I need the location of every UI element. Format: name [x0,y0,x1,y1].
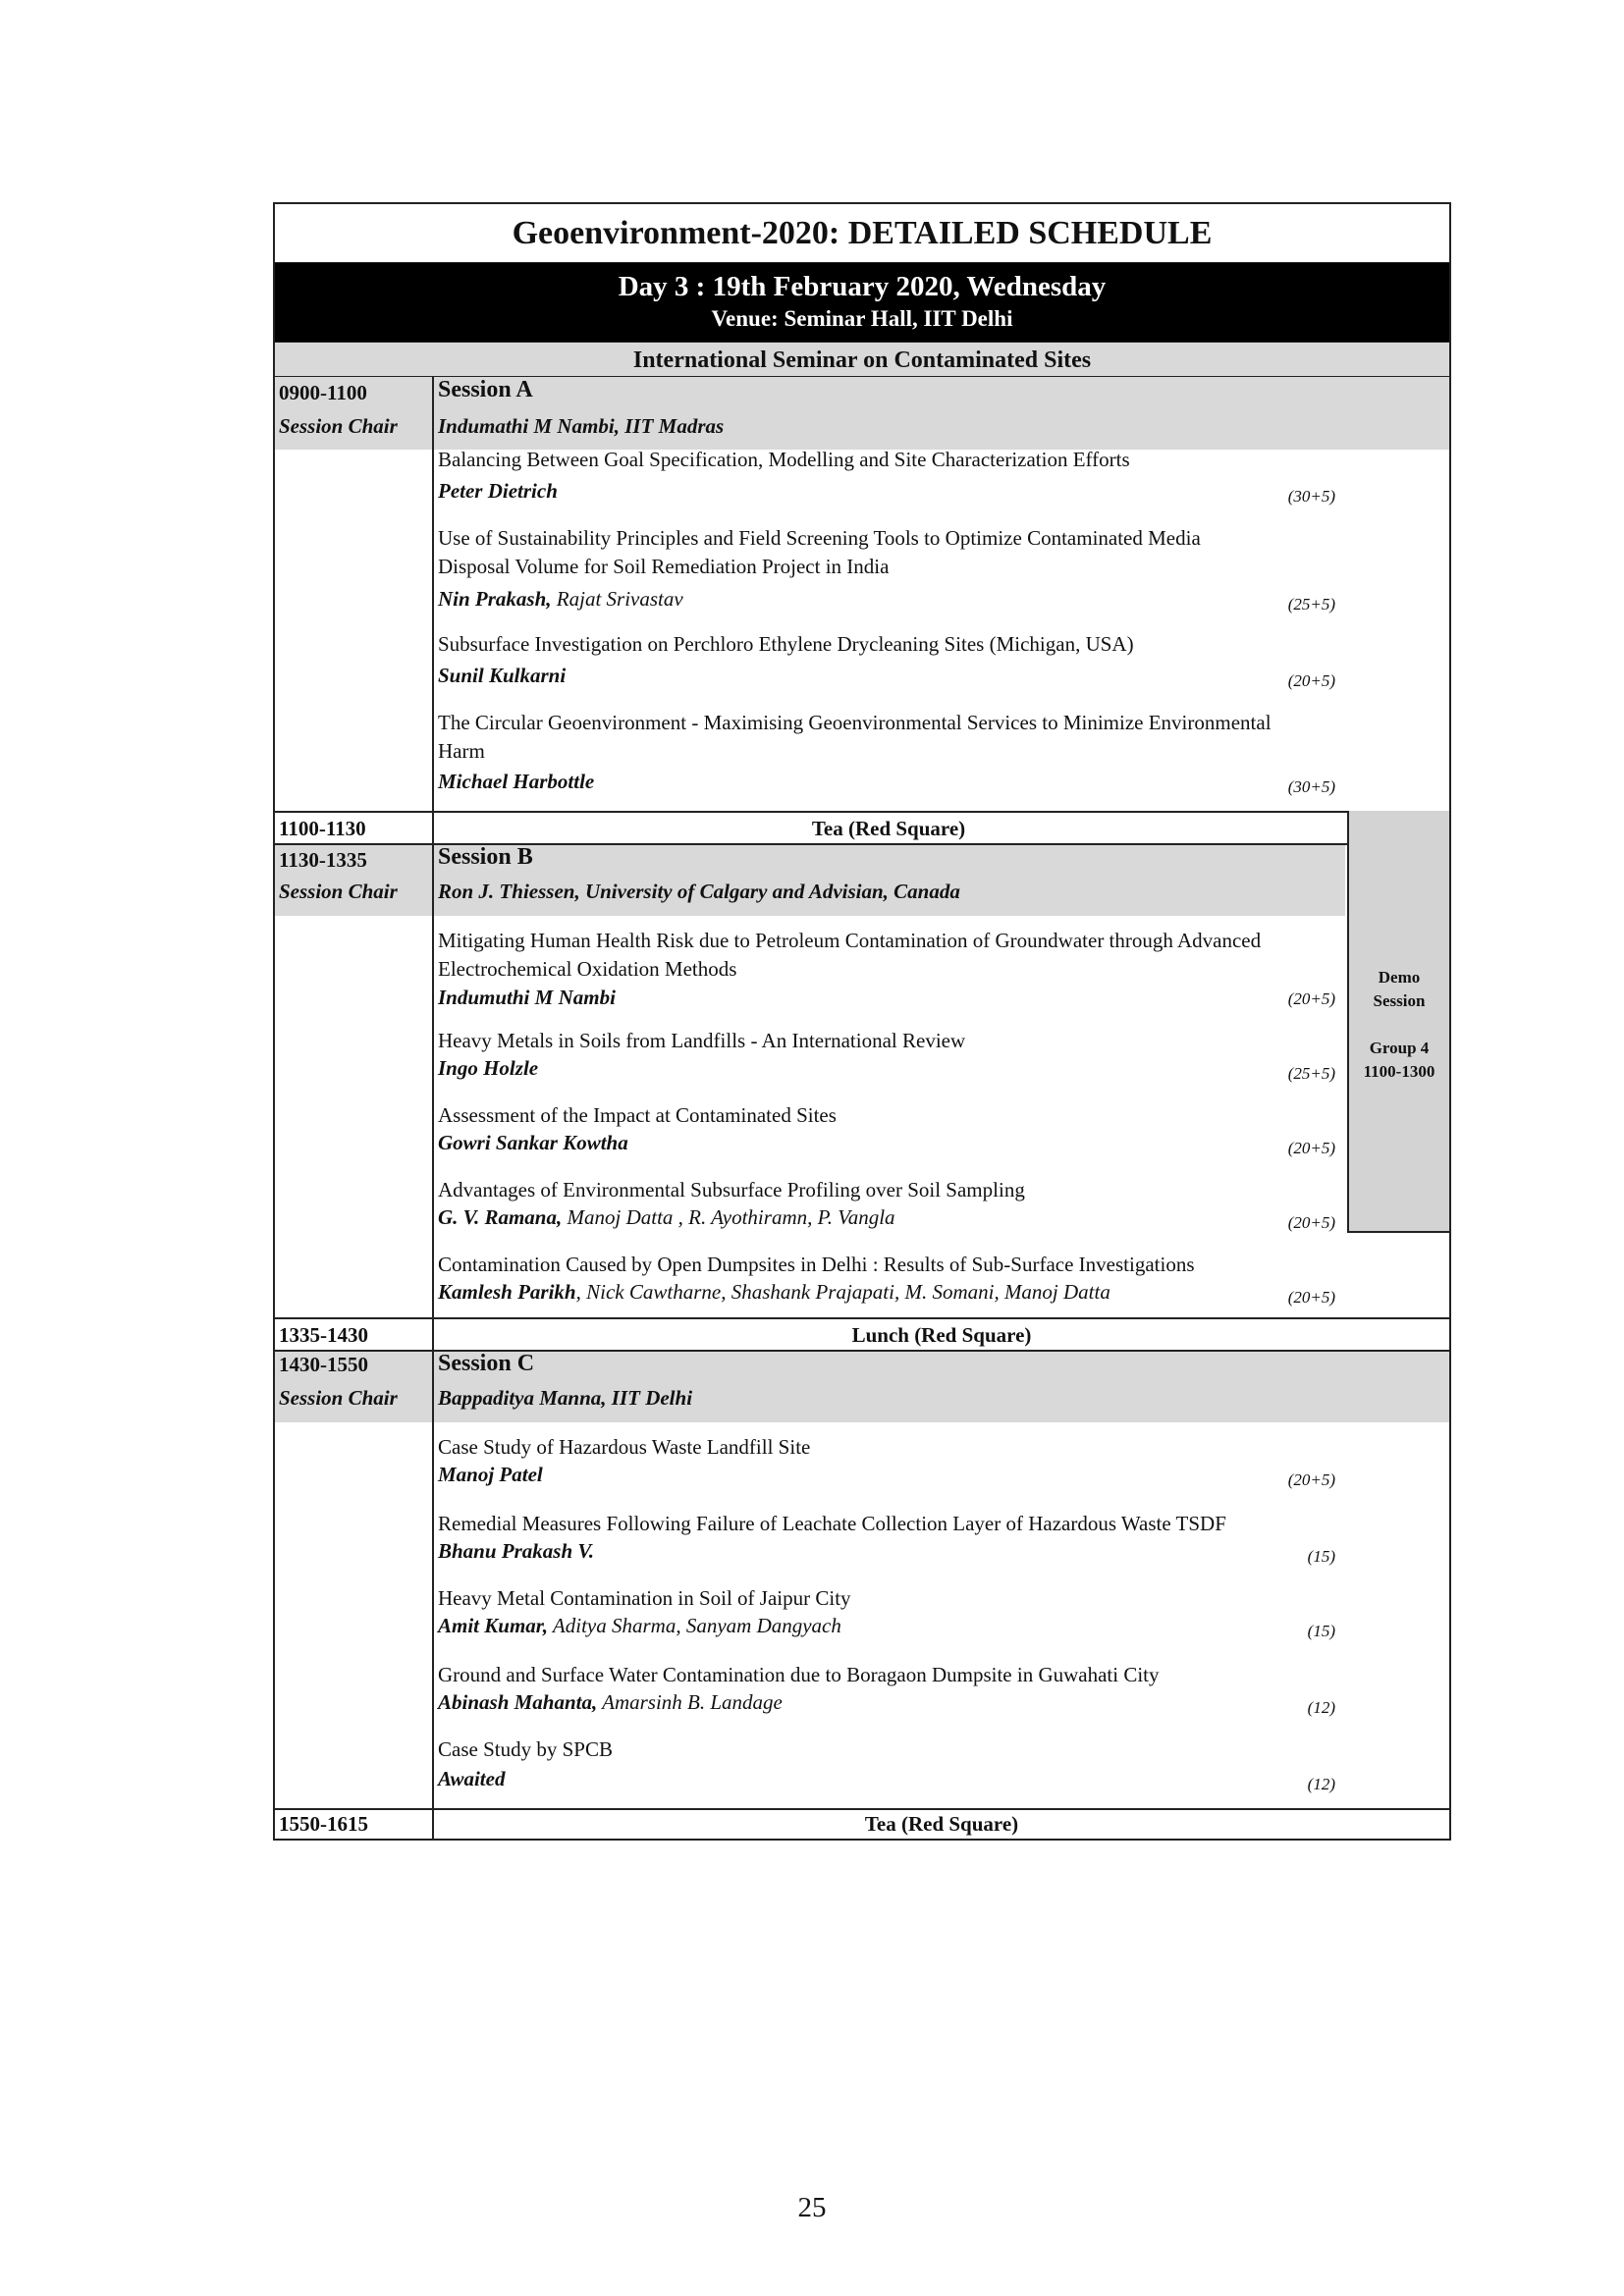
paper-title: Use of Sustainability Principles and Field Screening Tools to Optimize Contaminated Media Disposal Volume for Soil Remediation Project in India [438,526,1201,578]
paper-title: Case Study of Hazardous Waste Landfill Site [438,1435,811,1459]
paper-duration: (30+5) [1287,777,1335,796]
session-c-time: 1430-1550 [279,1353,368,1376]
session-b-chair: Ron J. Thiessen, University of Calgary and Advisian, Canada [438,880,960,903]
session-c-title: Session C [438,1351,535,1376]
paper-duration: (20+5) [1287,1288,1335,1307]
demo-session-box [1347,811,1449,1233]
session-b-chair-label: Session Chair [279,880,398,903]
paper-duration: (20+5) [1287,1139,1335,1157]
page-number: 25 [797,2192,827,2223]
demo-label: Demo Session Group 4 1100-1300 [1363,968,1435,1081]
paper-authors: Nin Prakash, Rajat Srivastav [438,587,683,611]
paper-authors: Indumuthi M Nambi [438,986,616,1009]
paper-duration: (30+5) [1287,487,1335,506]
session-b-time: 1130-1335 [279,848,367,872]
paper-duration: (15) [1307,1547,1335,1566]
paper-authors: Amit Kumar, Aditya Sharma, Sanyam Dangyach [438,1614,841,1637]
paper-duration: (15) [1307,1622,1335,1640]
day-heading: Day 3 : 19th February 2020, Wednesday [618,271,1107,302]
break-3-label: Tea (Red Square) [864,1812,1019,1836]
paper-authors: Ingo Holzle [438,1056,539,1080]
paper-duration: (12) [1307,1775,1335,1793]
paper-duration: (20+5) [1287,671,1335,690]
session-a-chair: Indumathi M Nambi, IIT Madras [438,414,725,438]
paper-authors: Peter Dietrich [438,479,558,503]
paper-authors: Kamlesh Parikh, Nick Cawtharne, Shashank Prajapati, M. Somani, Manoj Datta [438,1280,1110,1304]
session-c-chair: Bappaditya Manna, IIT Delhi [438,1386,693,1410]
paper-authors: G. V. Ramana, Manoj Datta , R. Ayothiramn, P. Vangla [438,1205,895,1229]
paper-authors: Sunil Kulkarni [438,664,567,687]
session-a-time: 0900-1100 [279,381,367,404]
paper-title: Advantages of Environmental Subsurface Profiling over Soil Sampling [438,1178,1025,1201]
paper-title: Heavy Metal Contamination in Soil of Jaipur City [438,1586,851,1610]
paper-authors: Bhanu Prakash V. [438,1539,594,1563]
paper-title: Balancing Between Goal Specification, Modelling and Site Characterization Efforts [438,448,1130,471]
paper-title: Heavy Metals in Soils from Landfills - An International Review [438,1029,966,1052]
schedule-table [273,202,1451,1841]
column-divider [432,377,434,1839]
paper-title: Ground and Surface Water Contamination due to Boragaon Dumpsite in Guwahati City [438,1663,1160,1686]
break-1-label: Tea (Red Square) [811,817,966,840]
session-c-chair-label: Session Chair [279,1386,398,1410]
paper-title: The Circular Geoenvironment - Maximising Geoenvironmental Services to Minimize Environmental Harm [438,711,1272,763]
session-a-chair-label: Session Chair [279,414,398,438]
paper-authors: Manoj Patel [438,1463,543,1486]
break-3-time: 1550-1615 [279,1812,368,1836]
paper-duration: (12) [1307,1698,1335,1717]
paper-duration: (20+5) [1287,1470,1335,1489]
paper-authors: Awaited [438,1767,506,1790]
paper-authors: Gowri Sankar Kowtha [438,1131,628,1154]
row-divider [275,1317,1449,1319]
paper-duration: (20+5) [1287,989,1335,1008]
paper-duration: (20+5) [1287,1213,1335,1232]
paper-authors: Michael Harbottle [438,770,595,793]
row-divider [275,811,1449,813]
paper-title: Contamination Caused by Open Dumpsites in Delhi : Results of Sub-Surface Investigations [438,1253,1195,1276]
break-1-time: 1100-1130 [279,817,366,840]
paper-duration: (25+5) [1287,595,1335,614]
seminar-heading: International Seminar on Contaminated Sites [275,342,1449,377]
row-divider [275,1808,1449,1810]
paper-authors: Abinash Mahanta, Amarsinh B. Landage [438,1690,783,1714]
paper-title: Subsurface Investigation on Perchloro Ethylene Drycleaning Sites (Michigan, USA) [438,632,1134,656]
break-2-label: Lunch (Red Square) [851,1323,1032,1347]
session-b-title: Session B [438,844,533,870]
paper-title: Remedial Measures Following Failure of Leachate Collection Layer of Hazardous Waste TSDF [438,1512,1226,1535]
day-banner [275,263,1449,342]
session-a-title: Session A [438,377,533,402]
page-title: Geoenvironment-2020: DETAILED SCHEDULE [275,204,1449,263]
venue-heading: Venue: Seminar Hall, IIT Delhi [711,306,1013,331]
break-2-time: 1335-1430 [279,1323,368,1347]
paper-title: Mitigating Human Health Risk due to Petroleum Contamination of Groundwater through Advanced Electrochemical Oxidation Methods [438,929,1262,981]
paper-duration: (25+5) [1287,1064,1335,1083]
paper-title: Case Study by SPCB [438,1737,613,1761]
paper-title: Assessment of the Impact at Contaminated Sites [438,1103,837,1127]
